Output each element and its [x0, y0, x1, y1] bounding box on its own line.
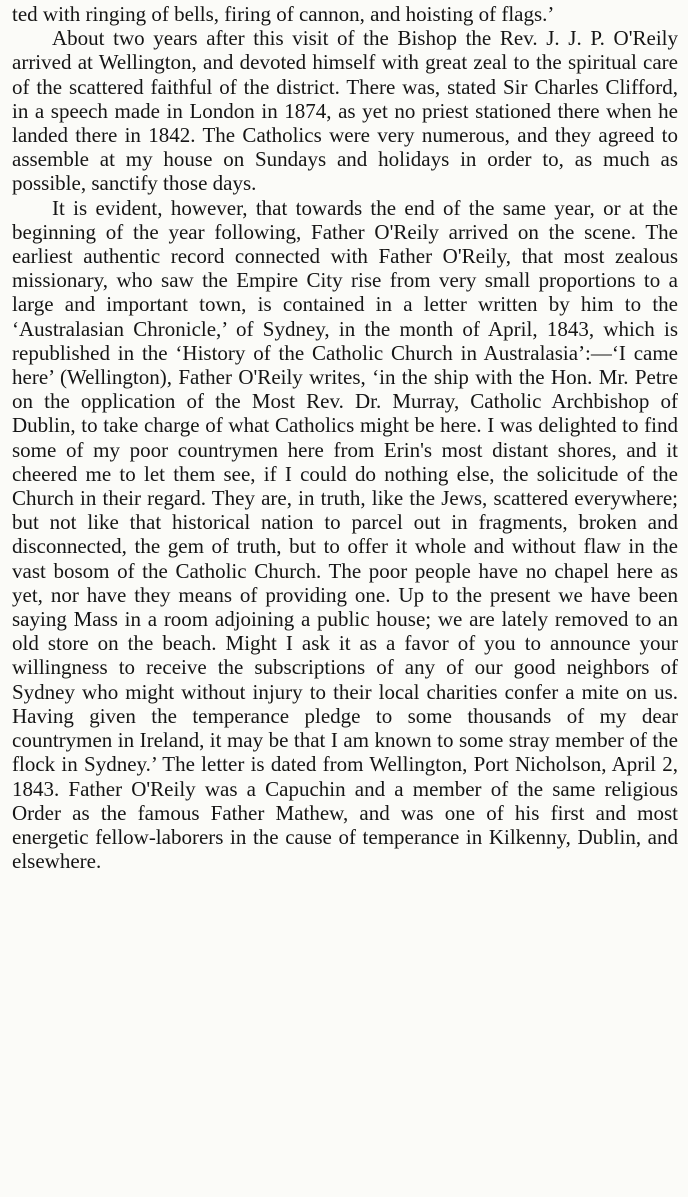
article-column: [12, 2, 678, 873]
paragraph-continuation: ted with ringing of bells, firing of cannon, and hoisting of flags.’: [12, 2, 555, 26]
paragraph-bishop-visit: About two years after this visit of the Bishop the Rev. J. J. P. O'Reily arrived at Wellington, and devoted himself with great zeal to the spiritual care of the scattered faithful of the district. There was, stated Sir Charles Clifford, in a speech made in London in 1874, as yet no priest stationed there when he landed there in 1842. The Catholics were very numerous, and they agreed to assemble at my house on Sundays and holidays in order to, as much as possible, sanctify those days.: [12, 26, 678, 196]
paragraph-father-oreily: It is evident, however, that towards the end of the same year, or at the beginning of the year following, Father O'Reily arrived on the scene. The earliest authentic record connected with Father O'Reily, that most zealous missionary, who saw the Empire City rise from very small proportions to a large and important town, is contained in a letter written by him to the ‘Australasian Chronicle,’ of Sydney, in the month of April, 1843, which is republished in the ‘History of the Catholic Church in Australasia’:—‘I came here’ (Wellington), Father O'Reily writes, ‘in the ship with the Hon. Mr. Petre on the opplication of the Most Rev. Dr. Murray, Catholic Archbishop of Dublin, to take charge of what Catholics might be here. I was delighted to find some of my poor countrymen here from Erin's most distant shores, and it cheered me to let them see, if I could do nothing else, the solicitude of the Church in their regard. They are, in truth, like the Jews, scattered everywhere; but not like that historical nation to parcel out in fragments, broken and disconnected, the gem of truth, but to offer it whole and without flaw in the vast bosom of the Catholic Church. The poor people have no chapel here as yet, nor have they means of providing one. Up to the present we have been saying Mass in a room adjoining a public house; we are lately removed to an old store on the beach. Might I ask it as a favor of you to announce your willingness to receive the subscriptions of any of our good neighbors of Sydney who might without injury to their local charities confer a mite on us. Having given the temperance pledge to some thousands of my dear countrymen in Ireland, it may be that I am known to some stray member of the flock in Sydney.’ The letter is dated from Wellington, Port Nicholson, April 2, 1843. Father O'Reily was a Capuchin and a member of the same religious Order as the famous Father Mathew, and was one of his first and most energetic fellow-laborers in the cause of temperance in Kilkenny, Dublin, and elsewhere.: [12, 195, 678, 874]
